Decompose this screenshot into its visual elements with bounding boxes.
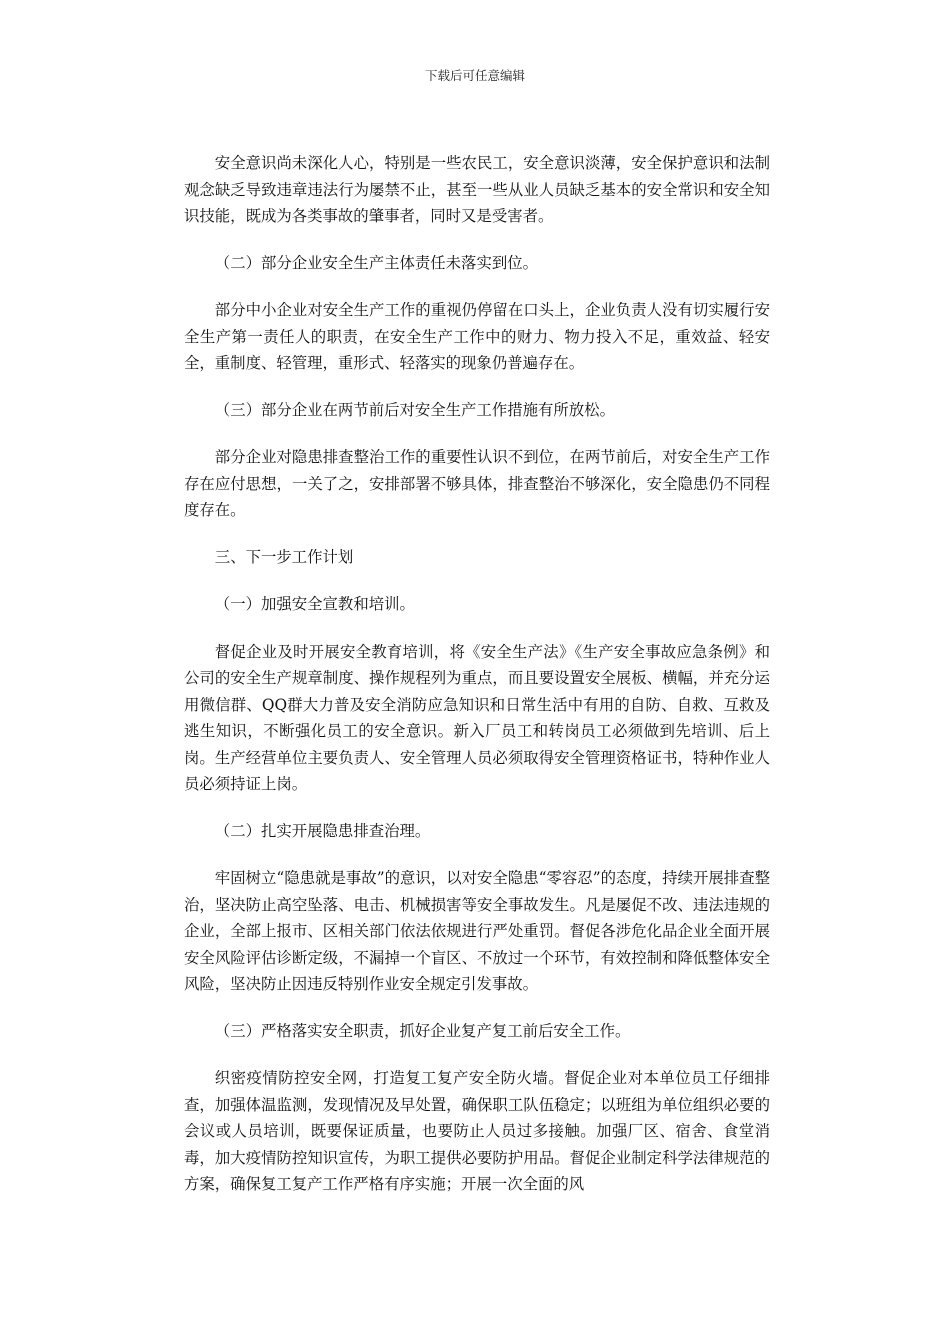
subheading-training: （一）加强安全宣教和培训。 bbox=[214, 595, 415, 613]
section-heading-2: （二）部分企业安全生产主体责任未落实到位。 bbox=[214, 253, 539, 272]
subheading-hazard-inspection: （二）扎实开展隐患排查治理。 bbox=[214, 821, 431, 840]
page-header: 下载后可任意编辑 bbox=[424, 68, 525, 83]
paragraph-resumption: 织密疫情防控安全网，打造复工复产安全防火墙。督促企业对本单位员工仔细排查，加强体温监测，发现情况及早处置，确保职工队伍稳定；以班组为单位组织必要的会议或人员培训，既要保证质量，也要防止人员过多接触。加强厂区、宿舍、食堂消毒，加大疫情防控知识宣传，为职工提供必要防护用品。督促企业制定科学法律规范的方案，确保复工复产工作严格有序实施；开展一次全面的风 bbox=[184, 1069, 770, 1193]
paragraph-hazard-inspection: 牢固树立“隐患就是事故”的意识，以对安全隐患“零容忍”的态度，持续开展排查整治，坚决防止高空坠落、电击、机械损害等安全事故发生。凡是屡促不改、违法违规的企业，全部上报市、区相关部门依法依规进行严处重罚。督促各涉危化品企业全面开展安全风险评估诊断定级，不漏掉一个盲区、不放过一个环节，有效控制和降低整体安全风险，坚决防止因违反特别作业安全规定引发事故。 bbox=[184, 869, 770, 993]
section-heading-next-steps: 三、下一步工作计划 bbox=[214, 547, 354, 566]
subheading-resumption: （三）严格落实安全职责，抓好企业复产复工前后安全工作。 bbox=[214, 1021, 631, 1040]
paragraph-safety-awareness: 安全意识尚未深化人心，特别是一些农民工，安全意识淡薄，安全保护意识和法制观念缺乏导致违章违法行为屡禁不止，甚至一些从业人员缺乏基本的安全常识和安全知识技能，既成为各类事故的肇事者，同时又是受害者。 bbox=[184, 154, 770, 225]
paragraph-holiday-measures: 部分企业对隐患排查整治工作的重要性认识不到位，在两节前后，对安全生产工作存在应付思想，一关了之，安排部署不够具体，排查整治不够深化，安全隐患仍不同程度存在。 bbox=[184, 448, 770, 519]
paragraph-responsibility: 部分中小企业对安全生产工作的重视仍停留在口头上，企业负责人没有切实履行安全生产第一责任人的职责，在安全生产工作中的财力、物力投入不足，重效益、轻安全，重制度、轻管理，重形式、轻落实的现象仍普遍存在。 bbox=[184, 301, 770, 372]
section-heading-3: （三）部分企业在两节前后对安全生产工作措施有所放松。 bbox=[214, 400, 615, 419]
paragraph-training: 督促企业及时开展安全教育培训，将《安全生产法》《生产安全事故应急条例》和公司的安全生产规章制度、操作规程列为重点，而且要设置安全展板、横幅，并充分运用微信群、QQ群大力普及安全消防应急知识和日常生活中有用的自防、自救、互救及逃生知识，不断强化员工的安全意识。新入厂员工和转岗员工必须做到先培训、后上岗。生产经营单位主要负责人、安全管理人员必须取得安全管理资格证书，特种作业人员必须持证上岗。 bbox=[184, 642, 770, 793]
document-body bbox=[184, 150, 770, 1218]
